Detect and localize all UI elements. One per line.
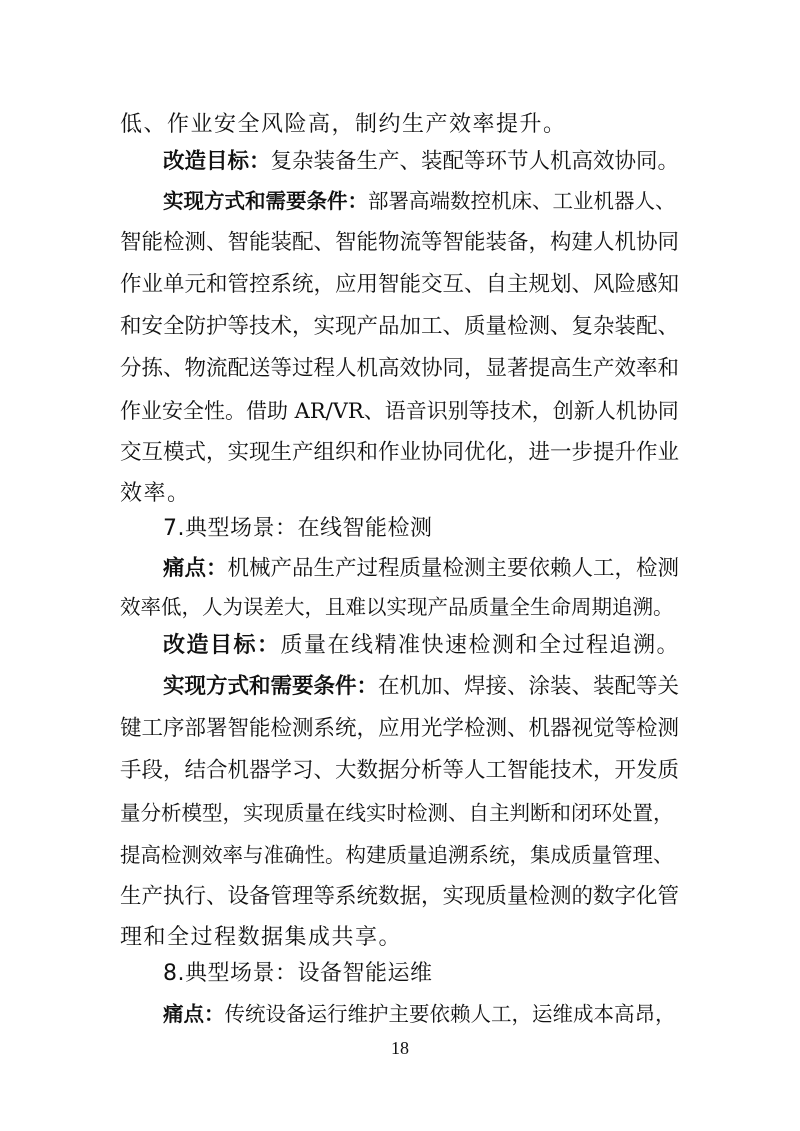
line-text: 传统设备运行维护主要依赖人工，运维成本高昂， [224,1002,676,1026]
line-text: 和安全防护等技术，实现产品加工、质量检测、复杂装配、 [120,314,680,339]
paragraph-line [120,311,680,343]
paragraph-line [120,353,680,385]
line-text: 低、作业安全风险高，制约生产效率提升。 [120,112,567,137]
line-text: 量分析模型，实现质量在线实时检测、自主判断和闭环处置， [120,801,674,825]
line-label: 痛点： [163,556,228,581]
line-text: 交互模式，实现生产组织和作业协同优化，进一步提升作业 [120,440,680,465]
line-label: 实现方式和需要条件： [163,189,368,213]
line-text: 键工序部署智能检测系统，应用光学检测、机器视觉等检测 [120,716,680,741]
paragraph-line [120,591,680,623]
section-heading [163,513,680,545]
page-number: 18 [391,1038,409,1058]
section-heading [163,958,680,990]
line-text: 质量在线精准快速检测和全过程追溯。 [280,633,681,658]
line-text: 提高检测效率与准确性。构建质量追溯系统，集成质量管理、 [120,843,674,867]
line-text: 理和全过程数据集成共享。 [120,925,403,950]
paragraph-line [163,998,680,1030]
paragraph-line [120,227,680,259]
paragraph-line [163,630,680,662]
paragraph-line [163,553,680,585]
line-label: 痛点： [163,1002,225,1026]
line-text: 作业安全性。借助 AR/VR、语音识别等技术，创新人机协同 [120,399,679,423]
paragraph-line [120,713,680,745]
paragraph-line [120,395,680,427]
paragraph-line [120,922,680,954]
line-text: 在机加、焊接、涂装、装配等关 [378,674,680,699]
line-text: 智能检测、智能装配、智能物流等智能装备，构建人机协同 [120,230,680,255]
paragraph-line [120,839,680,871]
line-label: 改造目标： [163,633,281,658]
line-text: 效率。 [120,481,191,506]
line-text: 生产执行、设备管理等系统数据，实现质量检测的数字化管 [120,884,680,909]
paragraph-line [120,797,680,829]
heading-text: 7.典型场景：在线智能检测 [163,516,433,541]
line-text: 手段，结合机器学习、大数据分析等人工智能技术，开发质 [120,758,680,783]
line-text: 分拣、物流配送等过程人机高效协同，显著提高生产效率和 [120,356,680,381]
line-text: 作业单元和管控系统，应用智能交互、自主规划、风险感知 [120,272,680,297]
paragraph-line [163,146,680,178]
line-text: 机械产品生产过程质量检测主要依赖人工，检测 [227,556,680,581]
paragraph-line [120,109,680,141]
line-text: 复杂装备生产、装配等环节人机高效协同。 [270,149,680,174]
paragraph-line [120,478,680,510]
paragraph-line [163,185,680,217]
paragraph-line [120,437,680,469]
paragraph-line [120,755,680,787]
paragraph-line [120,269,680,301]
paragraph-line [163,671,680,703]
heading-text: 8.典型场景：设备智能运维 [163,961,433,986]
line-text: 部署高端数控机床、工业机器人、 [368,189,676,213]
paragraph-line [120,881,680,913]
line-label: 改造目标： [163,149,271,174]
line-text: 效率低，人为误差大，且难以实现产品质量全生命周期追溯。 [120,595,674,619]
line-label: 实现方式和需要条件： [163,674,379,699]
